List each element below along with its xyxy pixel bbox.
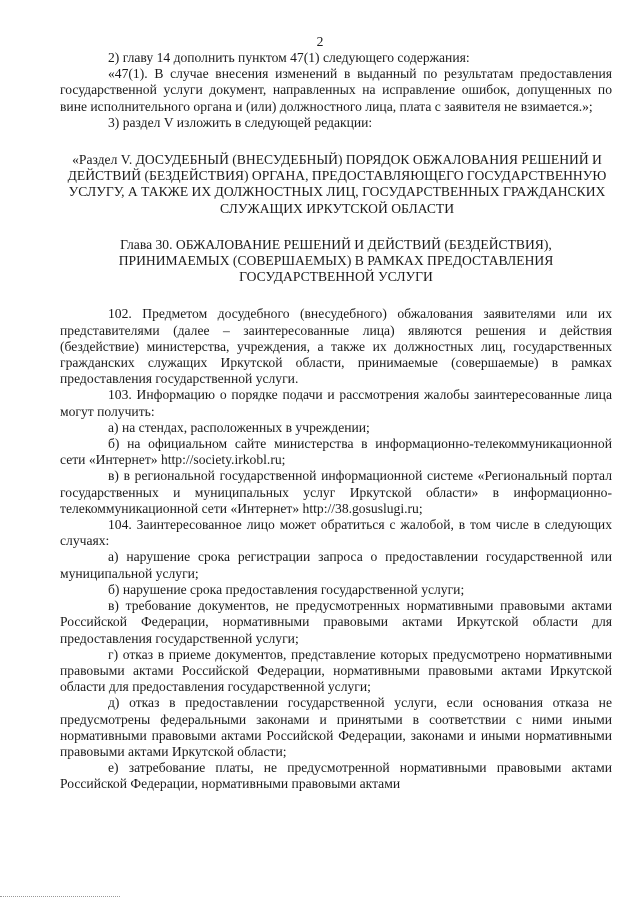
- paragraph-104-d: д) отказ в предоставлении государственной услуги, если основания отказа не предусмотрены федеральными законами и принятыми в соответствии с ними иными нормативными правовыми актами Российской Федерации, законами и иными нормативными правовыми актами Иркутской области;: [60, 695, 612, 759]
- paragraph-103: 103. Информацию о порядке подачи и рассмотрения жалобы заинтересованные лица могут получить:: [60, 387, 612, 419]
- paragraph-103-a: а) на стендах, расположенных в учреждении;: [108, 419, 370, 435]
- paragraph-104-b: б) нарушение срока предоставления государственной услуги;: [108, 581, 465, 597]
- paragraph-item-3: 3) раздел V изложить в следующей редакции:: [108, 114, 373, 130]
- paragraph-103-v: в) в региональной государственной информационной системе «Региональный портал государственных и муниципальных услуг Иркутской области» в информационно-телекоммуникационной сети «Интернет» http://38.gosuslugi.ru;: [60, 468, 612, 516]
- paragraph-104-a: а) нарушение срока регистрации запроса о предоставлении государственной или муниципальной услуги;: [60, 549, 612, 581]
- paragraph-104-v: в) требование документов, не предусмотренных нормативными правовыми актами Российской Федерации, нормативными правовыми актами Иркутской области для предоставления государственной услуги;: [60, 598, 612, 646]
- paragraph-103-b: б) на официальном сайте министерства в информационно-телекоммуникационной сети «Интернет» http://society.irkobl.ru;: [60, 436, 612, 468]
- paragraph-104-e: е) затребование платы, не предусмотренной нормативными правовыми актами Российской Федерации, нормативными правовыми актами: [60, 760, 612, 792]
- paragraph-quote-47-1: «47(1). В случае внесения изменений в выданный по результатам предоставления государственной услуги документ, направленных на исправление ошибок, допущенных по вине исполнительного органа и (или) должностного лица, плата с заявителя не взимается.»;: [60, 66, 612, 114]
- paragraph-104: 104. Заинтересованное лицо может обратиться с жалобой, в том числе в следующих случаях:: [60, 517, 612, 549]
- paragraph-item-2: 2) главу 14 дополнить пунктом 47(1) следующего содержания:: [108, 50, 470, 65]
- paragraph-102: 102. Предметом досудебного (внесудебного) обжалования заявителями или их представителями (далее – заинтересованные лица) являются решения и действия (бездействие) министерства, учреждения, а также их должностных лиц, государственных гражданских служащих Иркутской области, принимаемые (совершаемые) в рамках предоставления государственной услуги.: [60, 306, 612, 387]
- page-number: 2: [316, 34, 324, 49]
- chapter-heading: Глава 30. ОБЖАЛОВАНИЕ РЕШЕНИЙ И ДЕЙСТВИЙ (БЕЗДЕЙСТВИЯ), ПРИНИМАЕМЫХ (СОВЕРШАЕМЫХ) В РАМКАХ ПРЕДОСТАВЛЕНИЯ ГОСУДАРСТВЕННОЙ УСЛУГИ: [118, 236, 554, 285]
- document-body: [60, 50, 612, 793]
- scan-edge-mark: [0, 896, 120, 898]
- section-heading: «Раздел V. ДОСУДЕБНЫЙ (ВНЕСУДЕБНЫЙ) ПОРЯДОК ОБЖАЛОВАНИЯ РЕШЕНИЙ И ДЕЙСТВИЙ (БЕЗДЕЙСТВИЯ) ОРГАНА, ПРЕДОСТАВЛЯЮЩЕГО ГОСУДАРСТВЕННУЮ УСЛУГУ, А ТАКЖЕ ИХ ДОЛЖНОСТНЫХ ЛИЦ, ГОСУДАРСТВЕННЫХ ГРАЖДАНСКИХ СЛУЖАЩИХ ИРКУТСКОЙ ОБЛАСТИ: [67, 152, 607, 216]
- paragraph-104-g: г) отказ в приеме документов, представление которых предусмотрено нормативными правовыми актами Российской Федерации, нормативными правовыми актами Иркутской области для предоставления государственной услуги;: [60, 646, 612, 695]
